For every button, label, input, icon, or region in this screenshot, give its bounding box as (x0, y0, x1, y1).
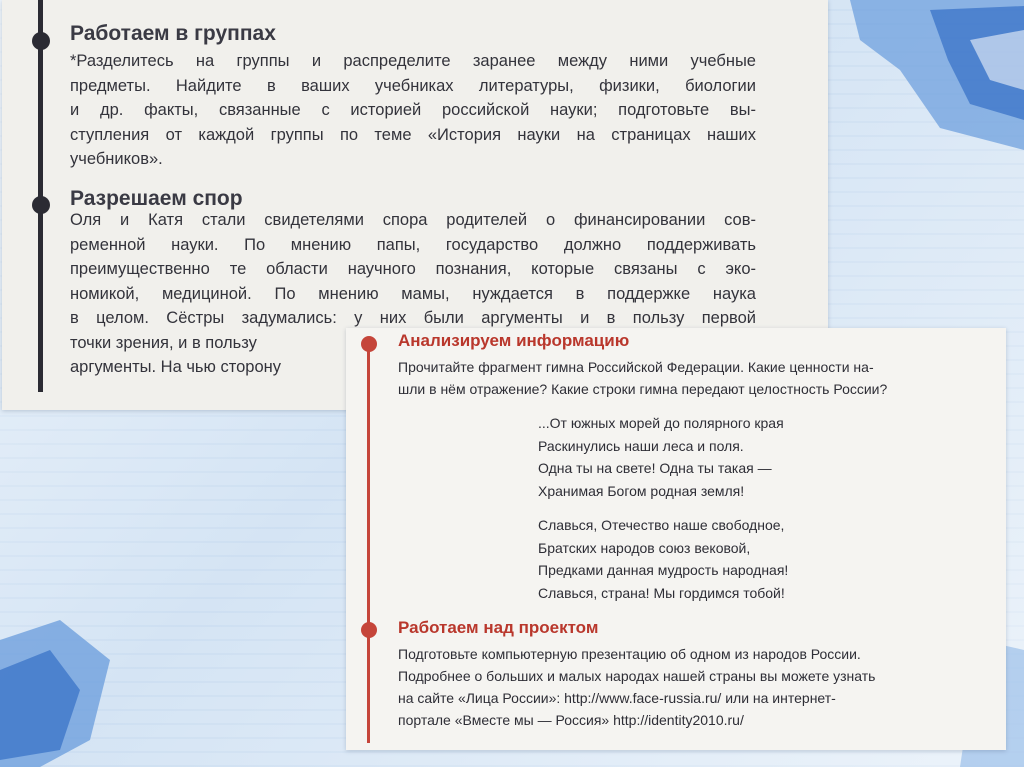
section-title-project: Работаем над проектом (398, 618, 599, 637)
section-marker-analysis (361, 336, 377, 352)
text-line: учебников». (70, 150, 163, 168)
anthem-fragment (538, 412, 958, 604)
text-line: Оля и Катя стали свидетелями спора родителей о финансировании сов- (70, 211, 756, 229)
text-line: портале «Вместе мы — Россия» http://identity2010.ru/ (398, 712, 744, 728)
text-line: *Разделитесь на группы и распределите заранее между ними учебные (70, 52, 756, 70)
ghost-text-left (6, 20, 36, 380)
section-marker-dispute (32, 196, 50, 214)
text-line: ступления от каждой группы по теме «История науки на страницах наших (70, 125, 756, 144)
poem-line: Раскинулись наши леса и поля. (538, 437, 744, 454)
section-title-analysis: Анализируем информацию (398, 331, 630, 350)
section-marker-groups (32, 32, 50, 50)
poem-line: Одна ты на свете! Одна ты такая — (538, 460, 772, 476)
poem-line: Славься, Отечество наше свободное, (538, 517, 785, 533)
timeline-bar-red (367, 338, 370, 743)
text-line: Подготовьте компьютерную презентацию об одном из народов России. (398, 646, 861, 662)
text-line: Прочитайте фрагмент гимна Российской Федерации. Какие ценности на- (398, 359, 874, 375)
text-line: шли в нём отражение? Какие строки гимна передают целостность России? (398, 381, 888, 397)
poem-line: Хранимая Богом родная земля! (538, 482, 745, 499)
section-title-dispute: Разрешаем спор (70, 187, 243, 210)
text-line: Подробнее о больших и малых народах нашей страны вы можете узнать (398, 668, 876, 684)
text-line: и др. факты, связанные с историей российской науки; подготовьте вы- (70, 101, 756, 119)
poem-line: Славься, страна! Мы гордимся тобой! (538, 584, 785, 601)
text-line: преимущественно те области научного познания, которые связаны с эко- (70, 260, 756, 278)
text-line: на сайте «Лица России»: http://www.face-russia.ru/ или на интернет- (398, 690, 836, 706)
text-line: точки зрения, и в пользу (70, 333, 257, 352)
decorative-shard-bottom-left (0, 600, 130, 767)
section-marker-project (361, 622, 377, 638)
text-line: аргументы. На чью сторону (70, 358, 281, 376)
text-line: номикой, медициной. По мнению мамы, нуждается в поддержке наука (70, 284, 756, 303)
text-line: предметы. Найдите в ваших учебниках литературы, физики, биологии (70, 76, 756, 95)
text-line: ременной науки. По мнению папы, государство должно поддерживать (70, 235, 756, 254)
section-text-analysis (398, 356, 998, 400)
decorative-shard-top-right (820, 0, 1024, 150)
section-text-groups (70, 49, 756, 172)
poem-line: Братских народов союз вековой, (538, 539, 751, 556)
poem-line: ...От южных морей до полярного края (538, 415, 784, 431)
poem-line: Предками данная мудрость народная! (538, 562, 789, 578)
section-title-groups: Работаем в группах (70, 22, 276, 45)
poem-line (538, 502, 958, 514)
section-text-project (398, 643, 998, 731)
text-line: в целом. Сёстры задумались: у них были аргументы и в пользу первой (70, 309, 756, 327)
